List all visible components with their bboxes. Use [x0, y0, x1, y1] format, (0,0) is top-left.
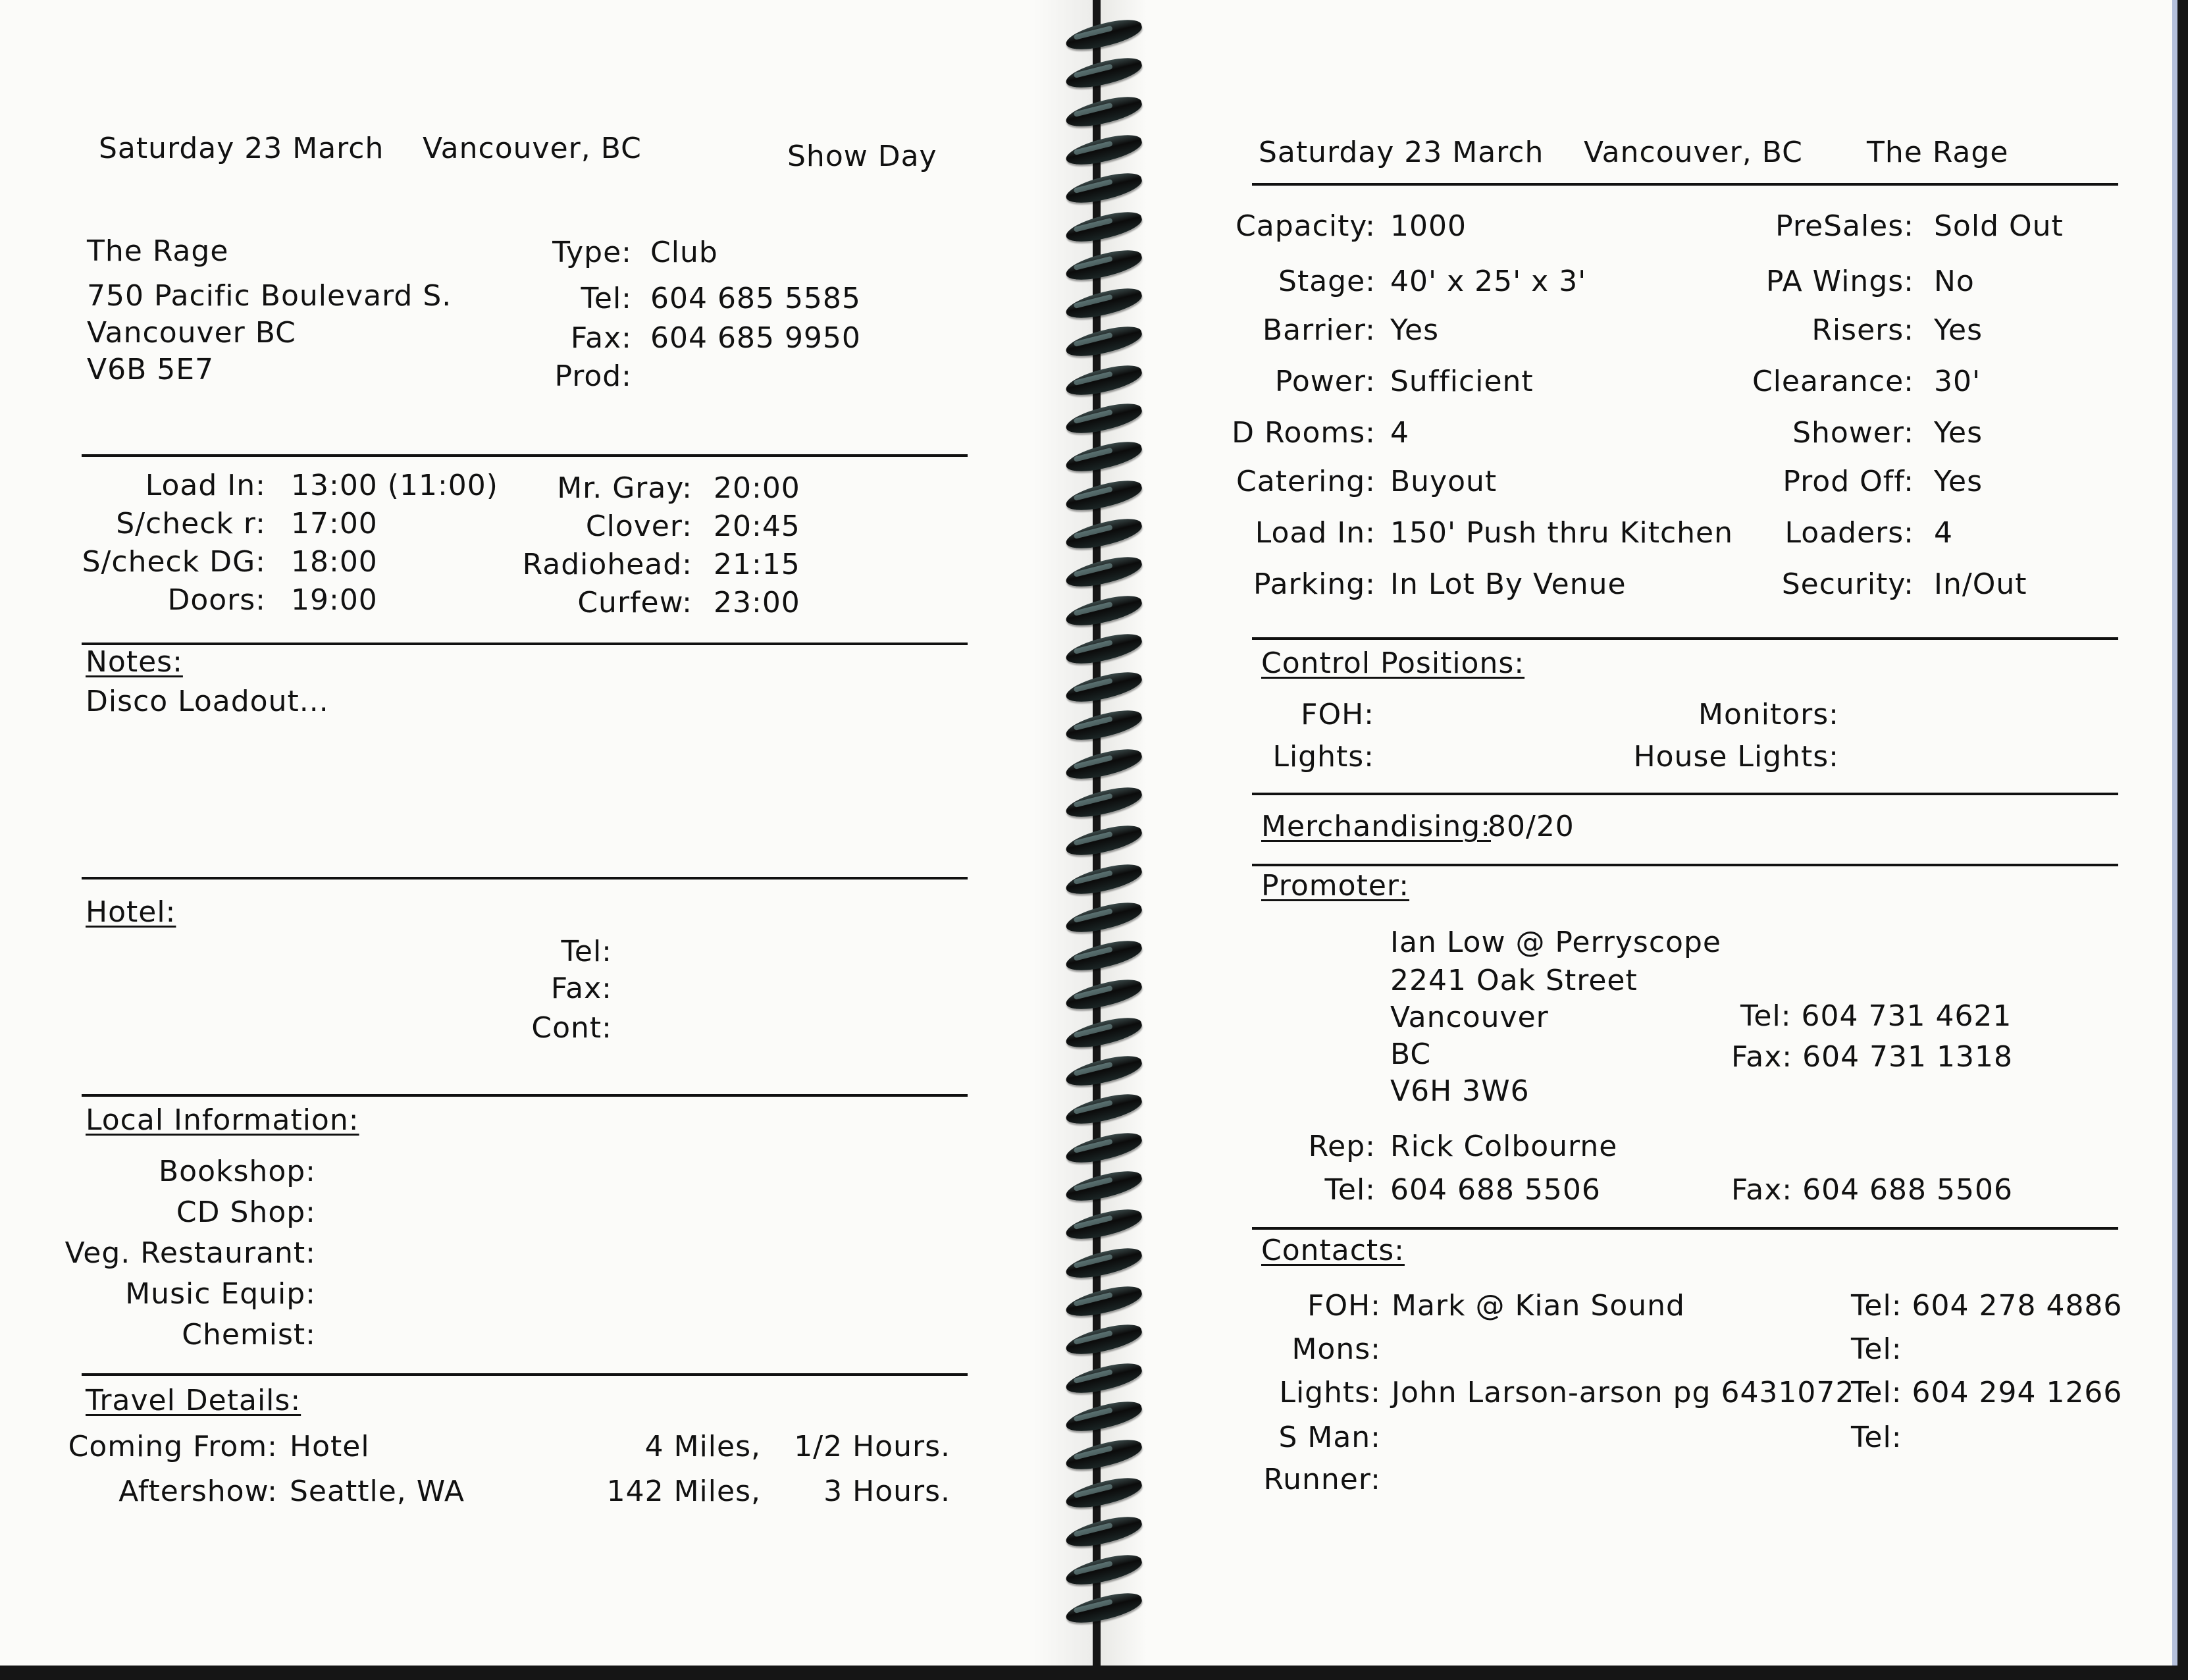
shower-value: Yes: [1934, 416, 1983, 450]
clover-value: 20:45: [714, 510, 800, 543]
travel-coming-value: Hotel: [290, 1430, 370, 1463]
scheckr-label: S/check r:: [116, 507, 266, 540]
local-music: Music Equip:: [125, 1277, 316, 1311]
header-city: Vancouver, BC: [423, 132, 642, 165]
loadin-value: 13:00 (11:00): [291, 469, 498, 502]
loaders-label: Loaders:: [1784, 516, 1914, 550]
scheckdg-label: S/check DG:: [82, 545, 266, 579]
security-value: In/Out: [1934, 567, 2027, 601]
barrier-label: Barrier:: [1263, 313, 1376, 347]
promoter-tel: Tel: 604 731 4621: [1740, 999, 2012, 1033]
hotel-tel-label: Tel:: [561, 935, 612, 968]
type-value: Club: [650, 236, 718, 269]
header-city: Vancouver, BC: [1584, 136, 1803, 169]
local-vegrest: Veg. Restaurant:: [65, 1236, 316, 1270]
contact-sman-label: S Man:: [1278, 1421, 1381, 1454]
spiral-coil: [1064, 1051, 1145, 1091]
spiral-coil: [1064, 1243, 1145, 1284]
clearance-label: Clearance:: [1752, 365, 1914, 398]
spiral-coil: [1064, 974, 1145, 1015]
spiral-coil: [1064, 130, 1145, 171]
divider: [82, 1094, 968, 1097]
pawings-value: No: [1934, 265, 1975, 298]
catering-label: Catering:: [1236, 465, 1376, 498]
local-chemist: Chemist:: [182, 1318, 316, 1352]
spiral-coil: [1064, 283, 1145, 324]
spiral-coil: [1064, 1434, 1145, 1475]
venue-address: 750 Pacific Boulevard S.: [87, 279, 452, 313]
hotel-cont-label: Cont:: [531, 1011, 612, 1045]
curfew-label: Curfew:: [577, 586, 692, 619]
type-label: Type:: [552, 236, 632, 269]
fax-value: 604 685 9950: [650, 321, 861, 355]
pawings-label: PA Wings:: [1765, 265, 1914, 298]
radiohead-value: 21:15: [714, 548, 800, 581]
power-value: Sufficient: [1390, 365, 1534, 398]
mrgray-value: 20:00: [714, 471, 800, 505]
spiral-coil: [1064, 207, 1145, 248]
venue-postcode: V6B 5E7: [87, 353, 215, 386]
contact-foh-tel: Tel: 604 278 4886: [1851, 1289, 2123, 1323]
spiral-coil: [1064, 1012, 1145, 1053]
security-label: Security:: [1781, 567, 1914, 601]
rep-value: Rick Colbourne: [1390, 1130, 1618, 1163]
rep-tel-value: 604 688 5506: [1390, 1173, 1601, 1207]
spiral-coil: [1064, 245, 1145, 286]
divider: [82, 643, 968, 645]
header-date: Saturday 23 March: [1259, 136, 1544, 169]
spiral-coil: [1064, 168, 1145, 209]
contact-mons-tel: Tel:: [1851, 1332, 1902, 1366]
radiohead-label: Radiohead:: [522, 548, 692, 581]
contact-foh-label: FOH:: [1307, 1289, 1381, 1323]
spiral-coil: [1064, 437, 1145, 478]
spiral-coil: [1064, 591, 1145, 631]
contact-sman-tel: Tel:: [1851, 1421, 1902, 1454]
spiral-coil: [1064, 935, 1145, 976]
spiral-coil: [1064, 1511, 1145, 1552]
notes-text: Disco Loadout...: [86, 685, 329, 718]
spiral-coil: [1064, 744, 1145, 785]
spiral-coil: [1064, 782, 1145, 823]
left-page: [0, 0, 1093, 1666]
spiral-binding: [1053, 20, 1152, 1652]
loadin-value: 150' Push thru Kitchen: [1390, 516, 1733, 550]
spiral-coil: [1064, 859, 1145, 900]
spiral-coil: [1064, 821, 1145, 862]
contact-runner-label: Runner:: [1263, 1463, 1381, 1496]
local-heading: Local Information:: [86, 1103, 359, 1137]
venue-city: Vancouver BC: [87, 316, 296, 350]
spiral-coil: [1064, 1205, 1145, 1246]
contacts-heading: Contacts:: [1261, 1234, 1405, 1267]
travel-coming-hours: 1/2 Hours.: [794, 1430, 951, 1463]
travel-coming-miles: 4 Miles,: [644, 1430, 761, 1463]
divider: [1252, 637, 2118, 640]
divider: [82, 877, 968, 879]
header-date: Saturday 23 March: [99, 132, 384, 165]
doors-label: Doors:: [167, 583, 266, 617]
promoter-fax: Fax: 604 731 1318: [1731, 1040, 2013, 1074]
stage-value: 40' x 25' x 3': [1390, 265, 1587, 298]
spiral-coil: [1064, 1473, 1145, 1514]
control-house: House Lights:: [1633, 740, 1839, 774]
clover-label: Clover:: [585, 510, 692, 543]
hotel-fax-label: Fax:: [550, 972, 612, 1005]
divider: [82, 454, 968, 457]
spiral-coil: [1064, 53, 1145, 94]
spiral-coil: [1064, 1588, 1145, 1629]
presales-label: PreSales:: [1775, 209, 1914, 243]
catering-value: Buyout: [1390, 465, 1498, 498]
barrier-value: Yes: [1390, 313, 1440, 347]
merch-heading: Merchandising:: [1261, 810, 1492, 843]
divider: [1252, 864, 2118, 866]
promoter-name: Ian Low @ Perryscope: [1390, 926, 1721, 959]
parking-value: In Lot By Venue: [1390, 567, 1627, 601]
prodoff-label: Prod Off:: [1783, 465, 1914, 498]
rep-fax: Fax: 604 688 5506: [1731, 1173, 2013, 1207]
control-foh: FOH:: [1301, 698, 1374, 731]
spiral-coil: [1064, 897, 1145, 938]
header-venue: The Rage: [1867, 136, 2009, 169]
contact-lights-tel: Tel: 604 294 1266: [1851, 1376, 2123, 1409]
spiral-coil: [1064, 552, 1145, 592]
spiral-coil: [1064, 513, 1145, 554]
contact-lights-value: John Larson-arson pg 6431072: [1392, 1376, 1855, 1409]
right-page: [1101, 0, 2177, 1666]
tel-label: Tel:: [581, 282, 632, 315]
contact-mons-label: Mons:: [1291, 1332, 1381, 1366]
prod-label: Prod:: [554, 359, 632, 393]
venue-name: The Rage: [87, 234, 229, 268]
spiral-coil: [1064, 629, 1145, 669]
presales-value: Sold Out: [1934, 209, 2064, 243]
divider: [82, 1373, 968, 1376]
merch-value: 80/20: [1488, 810, 1575, 843]
spiral-coil: [1064, 1089, 1145, 1130]
stage-label: Stage:: [1278, 265, 1376, 298]
scheckr-value: 17:00: [291, 507, 378, 540]
drooms-label: D Rooms:: [1232, 416, 1376, 450]
spiral-coil: [1064, 1319, 1145, 1360]
spiral-coil: [1064, 475, 1145, 516]
promoter-province: BC: [1390, 1037, 1432, 1071]
divider: [1252, 793, 2118, 795]
travel-after-miles: 142 Miles,: [606, 1475, 761, 1508]
travel-after-value: Seattle, WA: [290, 1475, 465, 1508]
spiral-coil: [1064, 667, 1145, 708]
page-edge: [2172, 0, 2177, 1666]
fax-label: Fax:: [570, 321, 632, 355]
spiral-coil: [1064, 14, 1145, 55]
spiral-coil: [1064, 322, 1145, 363]
local-cdshop: CD Shop:: [176, 1195, 316, 1229]
spiral-coil: [1064, 92, 1145, 132]
spiral-coil: [1064, 1281, 1145, 1322]
control-lights: Lights:: [1272, 740, 1374, 774]
spiral-coil: [1064, 1128, 1145, 1168]
control-monitors: Monitors:: [1698, 698, 1839, 731]
notes-heading: Notes:: [86, 645, 183, 679]
spiral-coil: [1064, 1550, 1145, 1590]
shower-label: Shower:: [1792, 416, 1914, 450]
hotel-heading: Hotel:: [86, 895, 176, 929]
spiral-coil: [1064, 1166, 1145, 1207]
risers-label: Risers:: [1811, 313, 1914, 347]
loadin-label: Load In:: [1255, 516, 1376, 550]
loadin-label: Load In:: [145, 469, 266, 502]
spiral-coil: [1064, 1396, 1145, 1437]
curfew-value: 23:00: [714, 586, 800, 619]
spiral-coil: [1064, 706, 1145, 747]
header-label: Show Day: [787, 140, 937, 173]
spiral-coil: [1064, 360, 1145, 401]
parking-label: Parking:: [1253, 567, 1376, 601]
scheckdg-value: 18:00: [291, 545, 378, 579]
promoter-street: 2241 Oak Street: [1390, 964, 1638, 997]
drooms-value: 4: [1390, 416, 1409, 450]
divider: [1252, 183, 2118, 186]
clearance-value: 30': [1934, 365, 1981, 398]
capacity-label: Capacity:: [1236, 209, 1376, 243]
local-bookshop: Bookshop:: [159, 1155, 316, 1188]
promoter-city: Vancouver: [1390, 1001, 1549, 1034]
rep-tel-label: Tel:: [1324, 1173, 1376, 1207]
tel-value: 604 685 5585: [650, 282, 861, 315]
promoter-postcode: V6H 3W6: [1390, 1074, 1530, 1108]
promoter-heading: Promoter:: [1261, 869, 1410, 903]
mrgray-label: Mr. Gray:: [557, 471, 692, 505]
travel-after-label: Aftershow:: [118, 1475, 278, 1508]
travel-after-hours: 3 Hours.: [823, 1475, 951, 1508]
risers-value: Yes: [1934, 313, 1983, 347]
spiral-coil: [1064, 1358, 1145, 1399]
prodoff-value: Yes: [1934, 465, 1983, 498]
power-label: Power:: [1274, 365, 1376, 398]
divider: [1252, 1227, 2118, 1230]
spiral-coil: [1064, 398, 1145, 439]
doors-value: 19:00: [291, 583, 378, 617]
capacity-value: 1000: [1390, 209, 1467, 243]
rep-label: Rep:: [1308, 1130, 1376, 1163]
travel-heading: Travel Details:: [86, 1384, 301, 1417]
control-heading: Control Positions:: [1261, 646, 1525, 680]
loaders-value: 4: [1934, 516, 1953, 550]
contact-lights-label: Lights:: [1279, 1376, 1381, 1409]
contact-foh-value: Mark @ Kian Sound: [1392, 1289, 1685, 1323]
travel-coming-label: Coming From:: [68, 1430, 278, 1463]
